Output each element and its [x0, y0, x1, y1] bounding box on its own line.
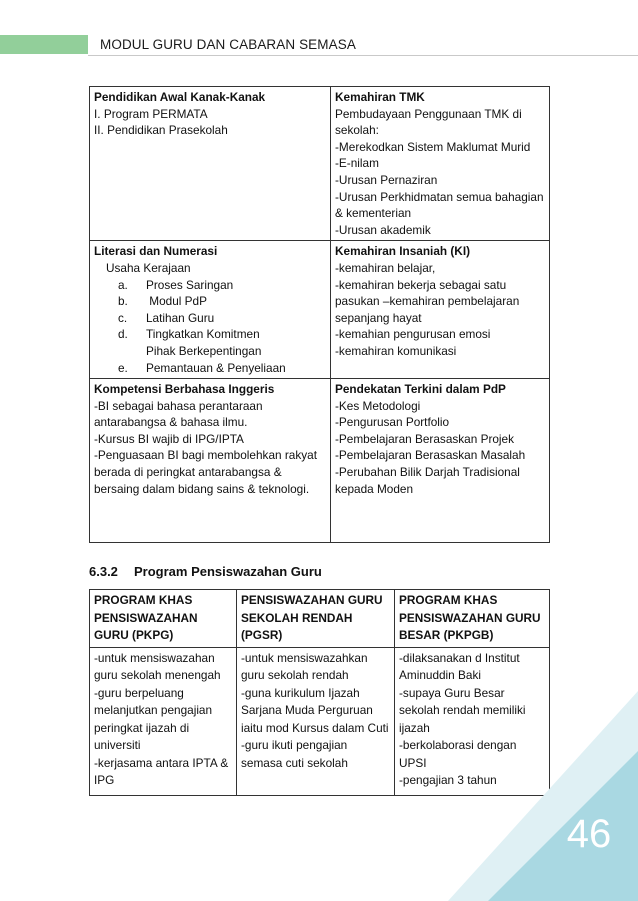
- cell-line: -berkolaborasi dengan UPSI: [399, 738, 517, 770]
- cell-line: -Penguasaan BI bagi membolehkan rakyat berada di peringkat antarabangsa & bersaing dalam bidang sains & teknologi.: [94, 448, 317, 496]
- cell-line: -Urusan Perkhidmatan semua bahagian & kementerian: [335, 189, 544, 221]
- cell-line: -Kes Metodologi: [335, 398, 421, 413]
- cell-title: Kompetensi Berbahasa Inggeris: [94, 382, 275, 397]
- topics-table: [89, 86, 550, 543]
- cell-line: -dilaksanakan d Institut Aminuddin Baki: [399, 650, 520, 682]
- header-divider: [88, 55, 638, 56]
- cell-title: Literasi dan Numerasi: [94, 244, 218, 259]
- cell-line: II. Pendidikan Prasekolah: [94, 123, 228, 138]
- cell-line: -Pembelajaran Berasaskan Projek: [335, 431, 515, 446]
- cell-line: -untuk mensiswazahkan guru sekolah rendah: [241, 650, 368, 682]
- pkpg-cell: [90, 647, 237, 795]
- cell-line: -pengajian 3 tahun: [399, 773, 497, 787]
- cell-line: -Urusan akademik: [335, 222, 431, 237]
- cell-kemahiran-tmk: [331, 87, 550, 241]
- list-item: a. Proses Saringan: [118, 277, 234, 292]
- list-item: b. Modul PdP: [118, 294, 207, 309]
- header-cell: PROGRAM KHAS PENSISWAZAHAN GURU BESAR (PKPGB): [395, 590, 550, 648]
- cell-intro: Usaha Kerajaan: [106, 260, 191, 275]
- header-title: MODUL GURU DAN CABARAN SEMASA: [100, 37, 356, 52]
- cell-line: -guru ikuti pengajian semasa cuti sekolah: [241, 738, 348, 770]
- cell-line: -Urusan Pernaziran: [335, 172, 438, 187]
- cell-line: -guru berpeluang melanjutkan pengajian peringkat ijazah di universiti: [94, 685, 213, 752]
- cell-kemahiran-insaniah: [331, 241, 550, 379]
- cell-line: I. Program PERMATA: [94, 106, 208, 121]
- section-number: 6.3.2: [89, 564, 118, 579]
- list-item: c. Latihan Guru: [118, 310, 215, 325]
- cell-pendidikan-awal: [90, 87, 331, 241]
- cell-pendekatan-terkini: [331, 379, 550, 543]
- header-cell: PROGRAM KHAS PENSISWAZAHAN GURU (PKPG): [90, 590, 237, 648]
- cell-line: -kemahiran komunikasi: [335, 343, 457, 358]
- cell-line: -guna kurikulum Ijazah Sarjana Muda Perguruan iaitu mod Kursus dalam Cuti: [241, 685, 389, 735]
- header-accent-bar: [0, 35, 88, 54]
- cell-line: -kemahiran belajar,: [335, 260, 436, 275]
- cell-literasi-numerasi: [90, 241, 331, 379]
- usaha-list: [94, 277, 326, 377]
- page-number: 46: [566, 812, 612, 856]
- list-item: e. Pemantauan & Penyeliaan: [118, 360, 286, 375]
- cell-line: -BI sebagai bahasa perantaraan antarabangsa & bahasa ilmu.: [94, 398, 263, 430]
- corner-decoration: [448, 691, 638, 901]
- cell-line: -untuk mensiswazahan guru sekolah menengah: [94, 650, 221, 682]
- cell-line: -supaya Guru Besar sekolah rendah memiliki ijazah: [399, 685, 526, 735]
- cell-line: -Pengurusan Portfolio: [335, 415, 450, 430]
- cell-title: Pendidikan Awal Kanak-Kanak: [94, 90, 266, 104]
- cell-kompetensi-bi: [90, 379, 331, 543]
- header-cell: PENSISWAZAHAN GURU SEKOLAH RENDAH (PGSR): [237, 590, 395, 648]
- section-heading: [89, 564, 322, 579]
- cell-line: Pembudayaan Penggunaan TMK di sekolah:: [335, 106, 522, 138]
- cell-line: -Pembelajaran Berasaskan Masalah: [335, 448, 526, 463]
- cell-line: -E-nilam: [335, 156, 379, 171]
- pgsr-cell: [237, 647, 395, 795]
- cell-line: -kerjasama antara IPTA & IPG: [94, 755, 229, 787]
- cell-line: -Merekodkan Sistem Maklumat Murid: [335, 139, 531, 154]
- cell-line: -Perubahan Bilik Darjah Tradisional kepada Moden: [335, 465, 520, 496]
- section-title: Program Pensiswazahan Guru: [134, 564, 322, 579]
- cell-title: Kemahiran Insaniah (KI): [335, 244, 471, 259]
- cell-line: -Kursus BI wajib di IPG/IPTA: [94, 431, 244, 446]
- cell-title: Kemahiran TMK: [335, 90, 425, 104]
- cell-line: -kemahiran bekerja sebagai satu pasukan –kemahiran pembelajaran sepanjang hayat: [335, 277, 520, 325]
- list-item: d. Tingkatkan Komitmen Pihak Berkepentingan: [118, 327, 262, 358]
- cell-line: -kemahian pengurusan emosi: [335, 327, 491, 342]
- cell-title: Pendekatan Terkini dalam PdP: [335, 382, 506, 397]
